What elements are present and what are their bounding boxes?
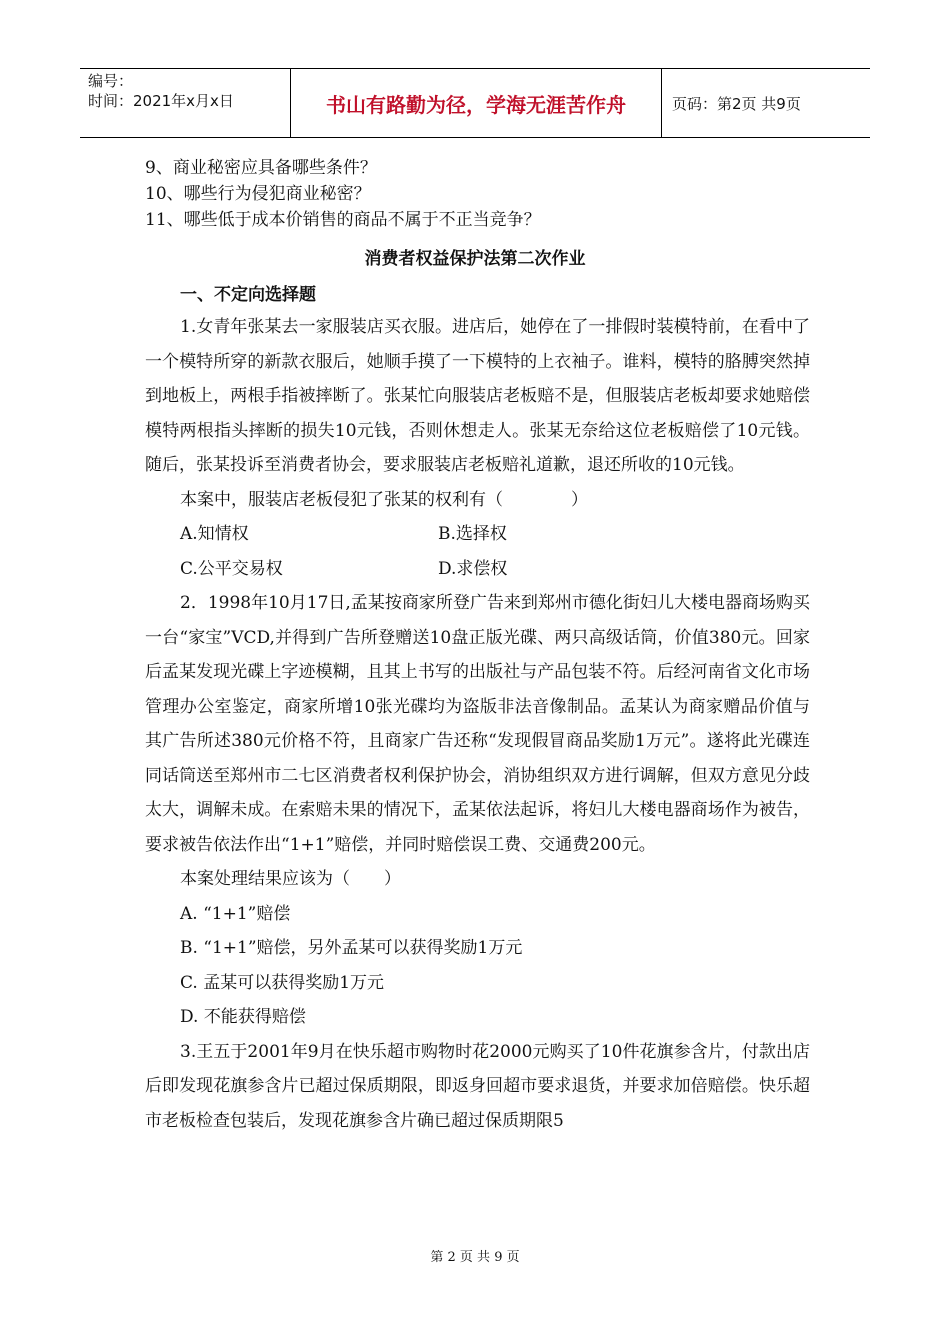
document-title: 消费者权益保护法第二次作业 [364,249,586,269]
q1-prompt: 本案中，服装店老板侵犯了张某的权利有（ ） [180,489,588,510]
header-page-info: 页码：第2页 共9页 [672,94,801,113]
q1-option-c: C.公平交易权 [180,558,283,579]
number-label: 编号： [88,72,134,90]
question-10: 10、哪些行为侵犯商业秘密？ [145,184,371,204]
document-body [145,310,810,1138]
q2-option-c: C. 孟某可以获得奖励1万元 [180,972,385,993]
q1-option-d: D.求偿权 [438,558,508,579]
question-11: 11、哪些低于成本价销售的商品不属于不正当竞争？ [145,210,541,230]
q2-option-d: D. 不能获得赔偿 [180,1007,306,1027]
section-heading: 一、不定向选择题 [180,285,316,305]
header-meta [80,69,291,137]
q1-text: 1.女青年张某去一家服装店买衣服。进店后，她停在了一排假时装模特前，在看中了一个模特所穿的新款衣服后，她顺手摸了一下模特的上衣袖子。谁料，模特的胳膊突然掉到地板上，两根手指被摔断了。张某忙向服装店老板赔不是，但服装店老板却要求她赔偿模特两根指头摔断的损失10元钱，否则休想走人。张某无奈给这位老板赔偿了10元钱。随后，张某投诉至消费者协会，要求服装店老板赔礼道歉，退还所收的10元钱。 [145,317,810,475]
q2-text: 2．1998年10月17日,孟某按商家所登广告来到郑州市德化街妇儿大楼电器商场购买一台“家宝”VCD,并得到广告所登赠送10盘正版光碟、两只高级话筒，价值380元。回家后孟某发现光碟上字迹模糊，且其上书写的出版社与产品包装不符。后经河南省文化市场管理办公室鉴定，商家所增10张光碟均为盗版非法音像制品。孟某认为商家赠品价值与其广告所述380元价格不符，且商家广告还称“发现假冒商品奖励1万元”。遂将此光碟连同话筒送至郑州市二七区消费者权利保护协会，消协组织双方进行调解，但双方意见分歧太大，调解未成。在索赔未果的情况下，孟某依法起诉，将妇儿大楼电器商场作为被告，要求被告依法作出“1+1”赔偿，并同时赔偿误工费、交通费200元。 [145,593,810,855]
q1-options-row-1 [145,517,810,552]
q2-option-b: B. “1+1”赔偿，另外孟某可以获得奖励1万元 [180,938,523,958]
question-list [145,155,815,233]
question-9: 9、商业秘密应具备哪些条件？ [145,158,377,178]
q1-option-b: B.选择权 [438,524,507,544]
q1-option-a: A.知情权 [180,524,249,544]
q2-option-a: A. “1+1”赔偿 [180,903,291,924]
time-label: 时间：2021年x月x日 [88,92,234,110]
q1-options-row-2 [145,552,810,587]
q3-text: 3.王五于2001年9月在快乐超市购物时花2000元购买了10件花旗参含片，付款出店后即发现花旗参含片已超过保质期限，即返身回超市要求退货，并要求加倍赔偿。快乐超市老板检查包装后，发现花旗参含片确已超过保质期限5 [145,1041,810,1131]
header-motto: 书山有路勤为径，学海无涯苦作舟 [291,69,662,137]
page-footer: 第 2 页 共 9 页 [430,1250,520,1265]
q2-prompt: 本案处理结果应该为（ ） [180,869,401,889]
page-header [80,68,870,138]
